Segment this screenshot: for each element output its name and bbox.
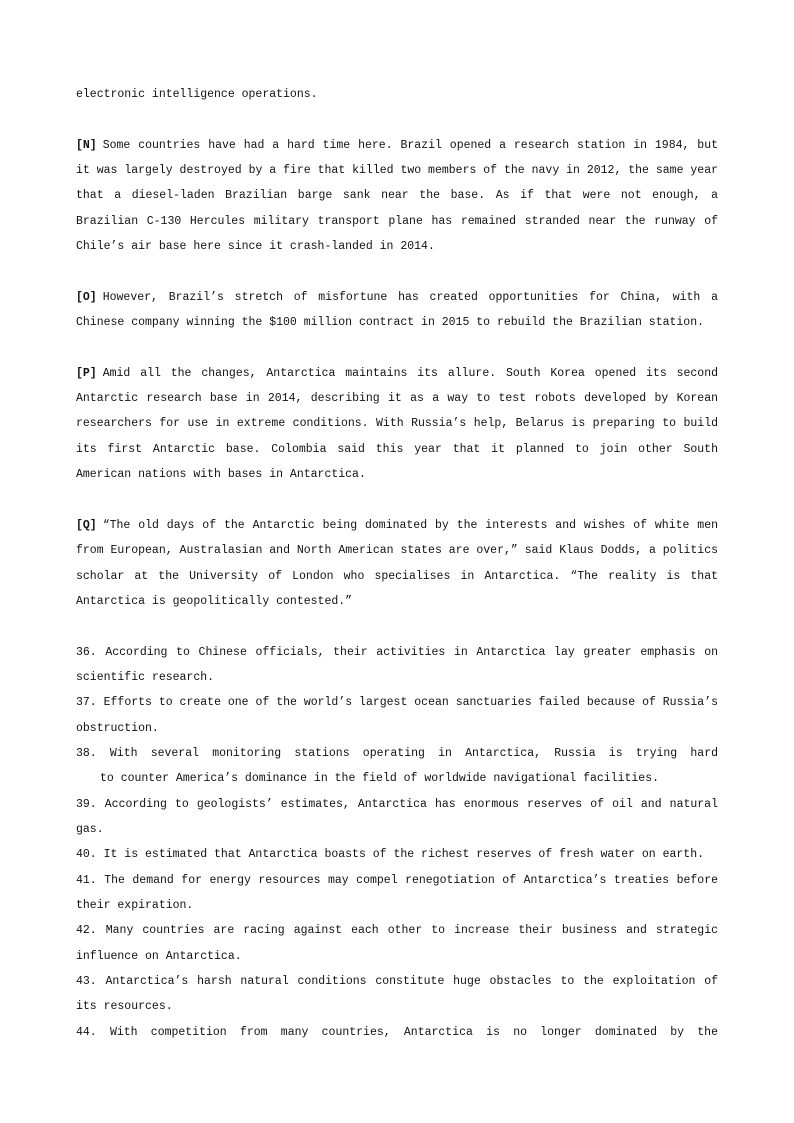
question-44: 44. With competition from many countries, Antarctica is no longer dominated by the	[76, 1025, 718, 1039]
question-43: 43. Antarctica’s harsh natural conditions constitute huge obstacles to the exploitation of its resources.	[76, 975, 718, 1014]
paragraph-text: Some countries have had a hard time here. Brazil opened a research station in 1984, but it was largely destroyed by a fire that killed two members of the navy in 2012, the same year that a diesel-laden Brazilian barge sank near the base. As if that were not enough, a Brazilian C-130 Hercules military transport plane has remained stranded near the runway of Chile’s air base here since it crash-landed in 2014.	[76, 138, 718, 254]
paragraph-label: [N]	[76, 138, 97, 152]
paragraph-n	[76, 133, 718, 260]
question-38: 38. With several monitoring stations operating in Antarctica, Russia is trying hard	[76, 746, 718, 760]
paragraph-label: [Q]	[76, 518, 97, 532]
paragraph-label: [P]	[76, 366, 97, 380]
paragraph-text: “The old days of the Antarctic being dominated by the interests and wishes of white men from European, Australasian and North American states are over,” said Klaus Dodds, a politics scholar at the University of London who specialises in Antarctica. “The reality is that Antarctica is geopolitically contested.”	[76, 518, 718, 608]
paragraph-text: electronic intelligence operations.	[76, 88, 318, 101]
paragraph-o	[76, 285, 718, 336]
paragraph-q	[76, 513, 718, 614]
question-37: 37. Efforts to create one of the world’s largest ocean sanctuaries failed because of Russia’s obstruction.	[76, 696, 718, 735]
paragraph-text: However, Brazil’s stretch of misfortune has created opportunities for China, with a Chinese company winning the $100 million contract in 2015 to rebuild the Brazilian station.	[76, 290, 718, 330]
question-38-continuation: to counter America’s dominance in the field of worldwide navigational facilities.	[100, 772, 659, 786]
question-41: 41. The demand for energy resources may compel renegotiation of Antarctica’s treaties before their expiration.	[76, 873, 718, 912]
document-page	[76, 82, 718, 1045]
question-42: 42. Many countries are racing against each other to increase their business and strategic influence on Antarctica.	[76, 924, 718, 963]
paragraph-p	[76, 361, 718, 488]
question-40: 40. It is estimated that Antarctica boasts of the richest reserves of fresh water on earth.	[76, 848, 705, 862]
paragraph-continuation	[76, 82, 718, 107]
question-39: 39. According to geologists’ estimates, Antarctica has enormous reserves of oil and natural gas.	[76, 797, 718, 836]
question-36: 36. According to Chinese officials, their activities in Antarctica lay greater emphasis on scientific research.	[76, 645, 718, 684]
paragraph-text: Amid all the changes, Antarctica maintains its allure. South Korea opened its second Antarctic research base in 2014, describing it as a way to test robots developed by Korean researchers for use in extreme conditions. With Russia’s help, Belarus is preparing to build its first Antarctic base. Colombia said this year that it planned to join other South American nations with bases in Antarctica.	[76, 366, 718, 482]
paragraph-label: [O]	[76, 290, 97, 304]
